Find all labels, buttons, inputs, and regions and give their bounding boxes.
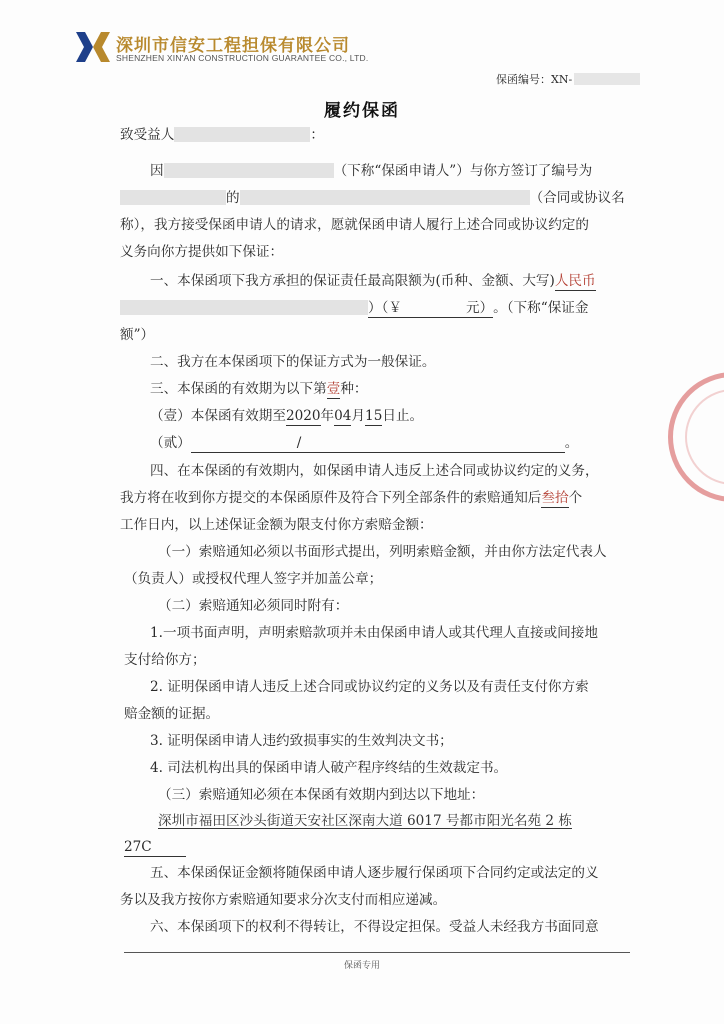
para1-line2: 的 （合同或协议名 — [120, 189, 625, 207]
cond1-line1: （一）索赔通知必须以书面形式提出，列明索赔金额，并由你方法定代表人 — [158, 544, 607, 560]
sub1-line1: 1.一项书面声明，声明索赔款项并未由保函申请人或其代理人直接或间接地 — [150, 625, 598, 641]
item2-line: 二、我方在本保函项下的保证方式为一般保证。 — [150, 354, 436, 370]
redacted-block — [574, 73, 640, 85]
guarantee-number-label: 保函编号：XN- — [496, 73, 573, 86]
expiry-year: 2020 — [285, 408, 321, 424]
item5-line1: 五、本保函保证金额将随保函申请人逐步履行保函项下合同约定或法定的义 — [150, 865, 599, 881]
item6-line: 六、本保函项下的权利不得转让，不得设定担保。受益人未经我方书面同意 — [150, 919, 599, 935]
item4-line1: 四、在本保函的有效期内，如保函申请人违反上述合同或协议约定的义务， — [150, 463, 599, 479]
addressee-line: 致受益人 ： — [120, 127, 324, 143]
redacted-block — [240, 190, 530, 205]
para1-line3: 称），我方接受保函申请人的请求，愿就保函申请人履行上述合同或协议约定的 — [120, 217, 589, 233]
option2-line: （贰） / 。 — [150, 435, 579, 451]
footer-divider — [124, 952, 630, 953]
cond3-line: （三）索赔通知必须在本保函有效期内到达以下地址： — [158, 787, 485, 803]
redacted-block — [174, 127, 310, 142]
sub4-line: 4. 司法机构出具的保函申请人破产程序终结的生效裁定书。 — [150, 760, 508, 776]
item1-line1: 一、本保函项下我方承担的保证责任最高限额为(币种、金额、大写)人民币 — [150, 273, 596, 289]
company-name-cn: 深圳市信安工程担保有限公司 — [116, 36, 350, 56]
guarantee-number — [496, 71, 640, 87]
expiry-day: 15 — [365, 408, 383, 424]
expiry-month: 04 — [334, 408, 352, 424]
sub1-line2: 支付给你方； — [124, 652, 206, 668]
company-logo-icon — [76, 32, 110, 62]
sub2-line2: 赔金额的证据。 — [124, 706, 220, 722]
company-seal-stamp — [668, 372, 724, 502]
item5-line2: 务以及我方按你方索赔通知要求分次支付而相应递减。 — [120, 892, 447, 908]
redacted-block — [120, 190, 226, 205]
redacted-block — [164, 163, 334, 178]
company-name-en: SHENZHEN XIN'AN CONSTRUCTION GUARANTEE CO., LTD. — [116, 53, 369, 63]
footer-text: 保函专用 — [343, 961, 380, 971]
item1-line3: 额”） — [120, 327, 155, 343]
item1-line2: ）（￥ 元）。（下称“保证金 — [120, 299, 588, 318]
sub2-line1: 2. 证明保函申请人违反上述合同或协议约定的义务以及有责任支付你方索 — [150, 679, 589, 695]
para1-line1: 因 （下称“保函申请人”）与你方签订了编号为 — [150, 163, 593, 179]
page-title: 履约保函 — [324, 101, 400, 121]
para1-line4: 义务向你方提供如下保证： — [120, 244, 284, 260]
address-line1: 深圳市福田区沙头街道天安社区深南大道 6017 号都市阳光名苑 2 栋 — [158, 813, 572, 829]
address-line2: 27C — [124, 838, 186, 857]
validity-option-choice: 壹 — [326, 381, 341, 397]
item4-line2: 我方将在收到你方提交的本保函原件及符合下列全部条件的索赔通知后叁拾个 — [120, 490, 583, 506]
item4-line3: 工作日内，以上述保证金额为限支付你方索赔金额： — [120, 517, 433, 533]
sub3-line: 3. 证明保函申请人违约致损事实的生效判决文书； — [150, 733, 453, 749]
cond2-line: （二）索赔通知必须同时附有： — [158, 598, 349, 614]
redacted-block — [120, 300, 368, 315]
item3-line: 三、本保函的有效期为以下第壹种： — [150, 381, 368, 397]
option1-line: （壹）本保函有效期至2020年04月15日止。 — [150, 408, 424, 424]
cond1-line2: （负责人）或授权代理人签字并加盖公章； — [124, 571, 383, 587]
